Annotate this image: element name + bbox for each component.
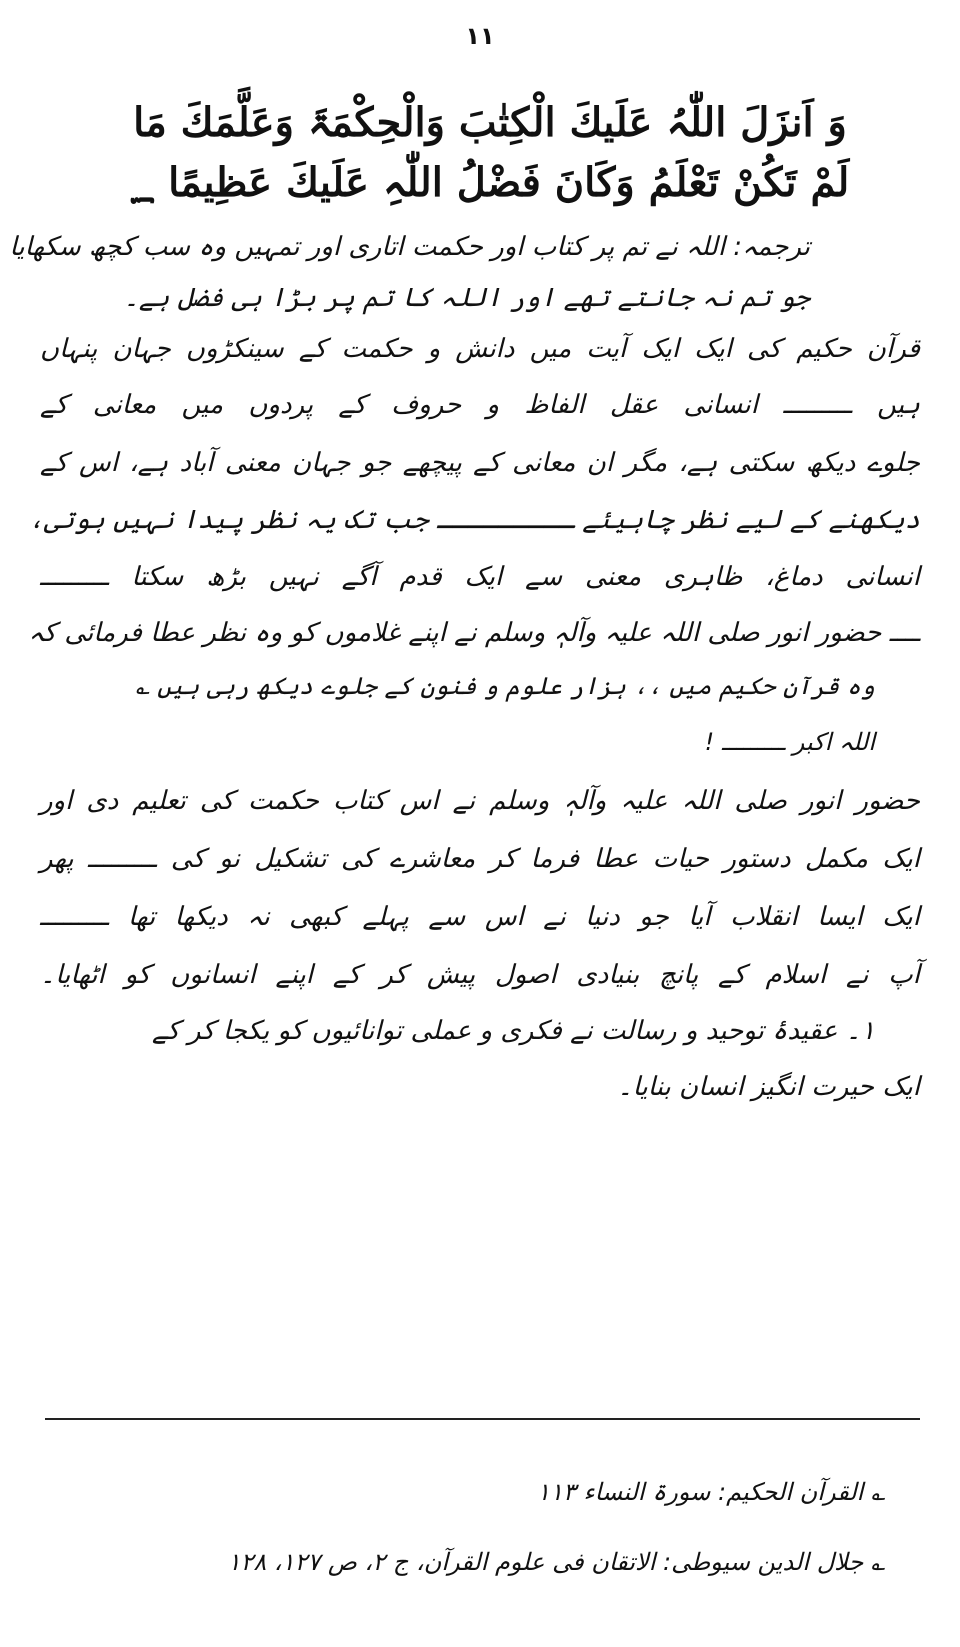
body-line-9: حضور انور صلی اللہ علیہ وآلہٖ وسلم نے اس کتاب حکمت کی تعلیم دی اور: [40, 786, 920, 816]
body-line-13: ۱۔ عقیدۂ توحید و رسالت نے فکری و عملی توانائیوں کو یکجا کر کے: [152, 1016, 875, 1046]
body-line-12: آپ نے اسلام کے پانچ بنیادی اصول پیش کر کے اپنے انسانوں کو اٹھایا۔: [40, 960, 920, 990]
body-line-11: ایک ایسا انقلاب آیا جو دنیا نے اس سے پہلے کبھی نہ دیکھا تھا ـــــــــ: [40, 902, 920, 932]
quran-verse-line-1: وَ اَنزَلَ اللّٰہُ عَلَیكَ الْكِتٰبَ وَالْحِكْمَۃَ وَعَلَّمَكَ مَا: [133, 99, 847, 146]
quran-verse-line-2: لَمْ تَكُنْ تَعْلَمُ وَكَانَ فَضْلُ اللّٰہِ عَلَیكَ عَظِیمًا ؁: [130, 159, 850, 206]
body-line-14: ایک حیرت انگیز انسان بنایا۔: [617, 1072, 920, 1102]
body-line-3: جلوے دیکھ سکتی ہے، مگر ان معانی کے پیچھے جو جہان معنی آباد ہے، اس کے: [40, 448, 920, 478]
body-line-4: دیکھنے کے لیے نظر چاہیئے ـــــــــ جب تک یہ نظر پیدا نہیں ہوتی،: [28, 505, 920, 535]
body-line-7: وہ قرآن حکیم میں ،، ہزار علوم و فنون کے جلوے دیکھ رہی ہیں ؎: [135, 672, 875, 700]
body-line-2: ہیں ـــــــــ انسانی عقل الفاظ و حروف کے پردوں میں معانی کے: [40, 390, 920, 420]
footnote-divider: [45, 1418, 920, 1420]
translation-line-1: ترجمہ: اللہ نے تم پر کتاب اور حکمت اتاری اور تمہیں وہ سب کچھ سکھایا: [9, 232, 810, 262]
translation-line-2: جو تم نہ جانتے تھے اور اللہ کا تم پر بڑا ہی فضل ہے۔: [123, 283, 810, 313]
footnote-2: ؎ جلال الدین سیوطی: الاتقان فی علوم القرآن، ج ۲، ص ۱۲۷، ۱۲۸: [227, 1548, 885, 1576]
body-line-10: ایک مکمل دستور حیات عطا فرما کر معاشرے کی تشکیل نو کی ـــــــــ پھر: [40, 844, 920, 874]
body-line-8: اللہ اکبر ـــــــــ !: [704, 728, 875, 756]
body-line-5: انسانی دماغ، ظاہری معنی سے ایک قدم آگے نہیں بڑھ سکتا ـــــــــ: [40, 562, 920, 592]
body-line-1: قرآن حکیم کی ایک ایک آیت میں دانش و حکمت کے سینکڑوں جہان پنہاں: [40, 334, 920, 364]
body-line-6: ــــ حضور انور صلی اللہ علیہ وآلہٖ وسلم نے اپنے غلاموں کو وہ نظر عطا فرمائی کہ: [28, 618, 920, 648]
page-number: ١١: [465, 22, 495, 50]
footnote-1: ؎ القرآن الحکیم: سورۃ النساء ۱۱۳: [537, 1478, 885, 1506]
